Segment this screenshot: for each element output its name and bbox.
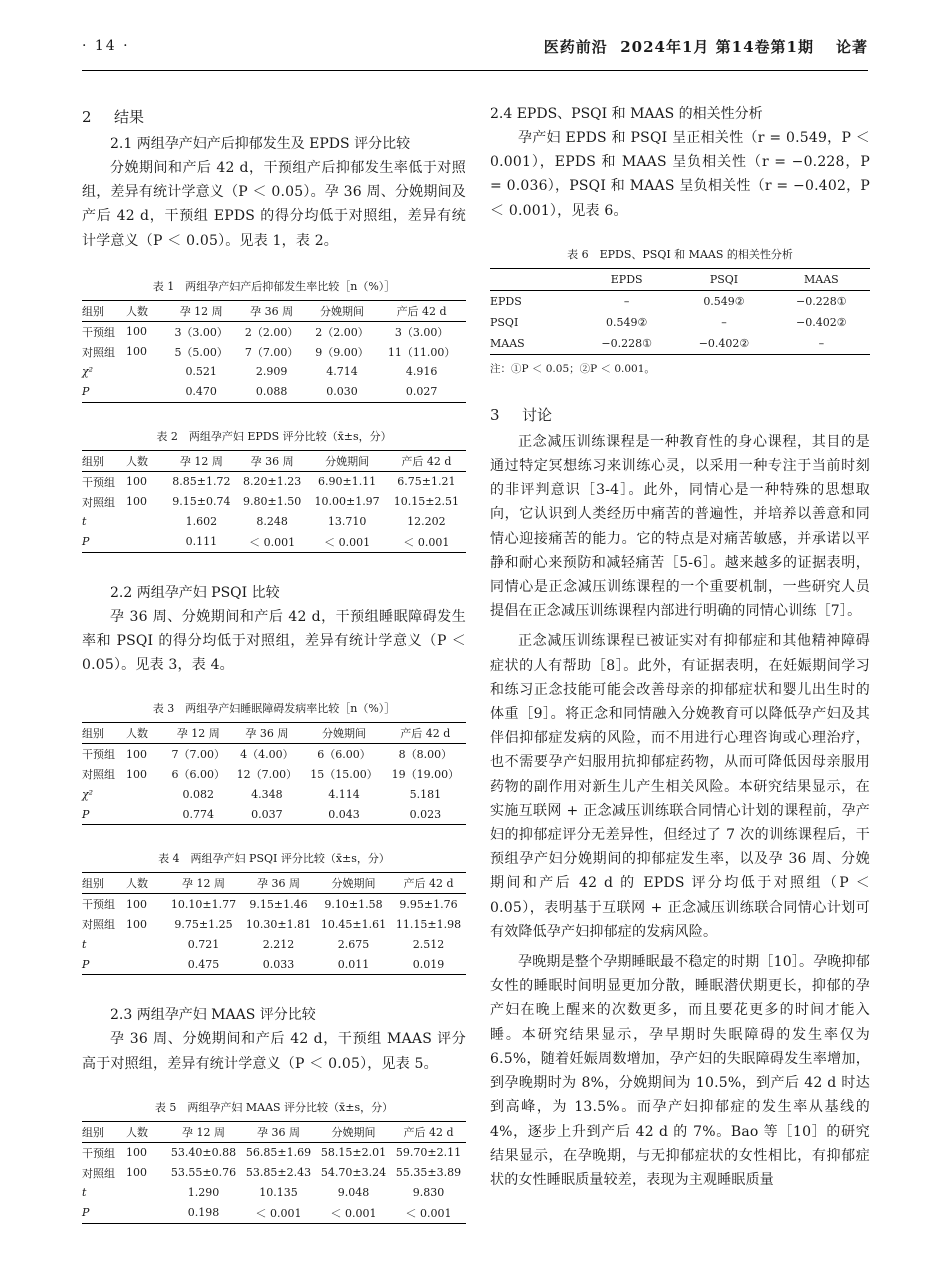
table-cell: MAAS — [490, 333, 578, 355]
table-row — [82, 954, 466, 975]
table-row — [490, 312, 870, 333]
table-header-cell: 人数 — [126, 723, 166, 744]
table-cell: 0.082 — [182, 787, 214, 801]
table-cell: 0.088 — [236, 382, 306, 403]
section-heading-discussion — [490, 402, 870, 428]
table-cell — [126, 1203, 166, 1224]
table-6 — [490, 268, 870, 355]
table-cell — [126, 382, 166, 403]
table-cell: 100 — [126, 1166, 147, 1180]
table-cell: 100 — [126, 917, 147, 931]
table-cell: 56.85±1.69 — [245, 1146, 312, 1160]
table-cell: −0.402② — [796, 315, 847, 329]
table-cell: 100 — [126, 475, 147, 489]
table-cell: 对照组 — [82, 345, 115, 359]
subsection-2-1-text: 分娩期间和产后 42 d，干预组产后抑郁发生率低于对照组，差异有统计学意义（P ＜ 0.05）。孕 36 周、分娩期间及产后 42 d，干预组 EPDS 的得分均低于对照组，差异有统计学意义（P ＜ 0.05）。见表 1，表 2。 — [82, 160, 466, 249]
table-header-cell: 孕 12 周 — [166, 300, 236, 321]
table-cell: 6.90±1.11 — [317, 475, 377, 489]
table-cell: 8.20±1.23 — [243, 475, 302, 489]
table-cell: 100 — [126, 495, 147, 509]
table-cell: 8.85±1.72 — [172, 475, 231, 489]
table-cell: 55.35±3.89 — [395, 1166, 462, 1180]
table-row — [82, 362, 466, 382]
discussion-paragraph-1: 正念减压训练课程是一种教育性的身心课程，其目的是通过特定冥想练习来训练心灵，以采用一种专注于当前时刻的非评判意识［3-4］。此外，同情心是一种特殊的思想取向，它认识到人类经历中痛苦的普遍性，并培养以善意和同情心迎接痛苦的能力。它的特点是对痛苦敏感，并承诺以平静和耐心来预防和减轻痛苦［5-6］。越来越多的证据表明，同情心是正念减压训练课程的一个重要机制，一些研究人员提倡在正念减压训练课程内部进行明确的同情心训练［7］。 — [490, 433, 870, 620]
table-header-cell: 组别 — [82, 873, 126, 894]
table-header-row — [82, 450, 466, 471]
table-cell: −0.228① — [578, 333, 675, 355]
table-cell: 0.521 — [185, 365, 217, 379]
table-cell: 15（15.00） — [310, 768, 378, 782]
table-cell: −0.402② — [675, 333, 772, 355]
table-header-cell: 孕 12 周 — [166, 1121, 241, 1142]
table-cell: 53.55±0.76 — [170, 1166, 237, 1180]
table-3-caption: 表 3 两组孕产妇睡眠障碍发病率比较［n（%）］ — [152, 702, 396, 716]
table-cell: P — [82, 1203, 126, 1224]
table-header-cell: 分娩期间 — [316, 1121, 391, 1142]
table-cell: P — [82, 532, 126, 553]
discussion-paragraph-2: 正念减压训练课程已被证实对有抑郁症和其他精神障碍症状的人有帮助［8］。此外，有证据表明，在妊娠期间学习和练习正念技能可能会改善母亲的抑郁症状和婴儿出生时的体重［9］。将正念和同情融入分娩教育可以降低孕产妇及其伴侣抑郁症发病的风险，而不用进行心理咨询或心理治疗，也不需要孕产妇服用抗抑郁症药物，从而可降低因母亲服用药物的副作用对新生儿产生相关风险。本研究结果显示，在实施互联网 + 正念减压训练联合同情心计划的课程前，孕产妇的抑郁症评分无差异性，但经过了 7 次的训练课程后，干预组孕产妇分娩期间的抑郁症发生率，以及孕 36 周、分娩期间和产后 42 d 的 EPDS 评分均低于对照组（P ＜ 0.05），表明基于互联网 + 正念减压训练联合同情心计划可有效降低孕产妇抑郁症的发病风险。 — [490, 633, 870, 940]
table-cell: 0.774 — [166, 804, 230, 825]
table-header-cell: 组别 — [82, 1121, 126, 1142]
table-header-cell: 产后 42 d — [385, 723, 466, 744]
table-row — [82, 1203, 466, 1224]
table-header-row — [82, 1121, 466, 1142]
subsection-2-2-text: 孕 36 周、分娩期间和产后 42 d，干预组睡眠障碍发生率和 PSQI 的得分均低于对照组，差异有统计学意义（P ＜ 0.05）。见表 3，表 4。 — [82, 608, 466, 674]
table-cell: t — [82, 937, 87, 951]
table-header-cell: 分娩期间 — [303, 723, 384, 744]
subsection-2-3-text: 孕 36 周、分娩期间和产后 42 d，干预组 MAAS 评分高于对照组，差异有统计学意义（P ＜ 0.05），见表 5。 — [82, 1031, 466, 1072]
table-header-cell: 人数 — [126, 300, 166, 321]
table-cell: 9.10±1.58 — [324, 897, 383, 911]
table-cell: 19（19.00） — [391, 768, 460, 782]
table-header-cell: 人数 — [126, 1121, 166, 1142]
table-header-row — [82, 300, 466, 321]
page-number: · 14 · — [82, 38, 130, 54]
table-cell — [126, 532, 166, 553]
table-cell: 9.15±1.46 — [249, 897, 308, 911]
table-cell: 0.549② — [605, 315, 648, 329]
table-header-cell: 分娩期间 — [307, 450, 386, 471]
table-cell: 干预组 — [82, 325, 115, 339]
table-row — [82, 321, 466, 342]
table-cell: ＜ 0.001 — [316, 1203, 391, 1224]
table-row — [82, 1142, 466, 1163]
table-cell — [126, 362, 166, 382]
table-row — [490, 333, 870, 355]
table-cell: 53.40±0.88 — [170, 1146, 237, 1160]
table-cell: 5.181 — [409, 787, 442, 801]
table-header-cell: 产后 42 d — [391, 873, 466, 894]
section-heading-results — [82, 104, 466, 130]
table-header-cell: 孕 36 周 — [241, 1121, 316, 1142]
header-rule — [82, 70, 868, 71]
table-cell: 100 — [126, 767, 147, 781]
table-header-cell: 组别 — [82, 450, 126, 471]
table-cell: 58.15±2.01 — [320, 1146, 387, 1160]
table-cell: 0.198 — [166, 1203, 241, 1224]
section-number: 3 — [490, 405, 500, 424]
table-cell: χ² — [82, 365, 94, 379]
table-row — [82, 1183, 466, 1203]
table-row — [82, 1163, 466, 1183]
table-4 — [82, 872, 466, 975]
table-row — [82, 532, 466, 553]
table-cell: 0.027 — [377, 382, 466, 403]
table-cell: 4（4.00） — [240, 748, 294, 762]
table-cell: 100 — [126, 345, 147, 359]
table-cell: 12.202 — [407, 515, 446, 529]
table-cell: 干预组 — [82, 898, 115, 912]
table-cell: 4.114 — [328, 787, 360, 801]
table-cell: 干预组 — [82, 1146, 115, 1160]
section-title: 讨论 — [522, 405, 553, 424]
article-category: 论著 — [835, 38, 868, 56]
table-cell: 4.348 — [251, 787, 283, 801]
table-cell: 2（2.00） — [315, 325, 369, 339]
table-cell: 对照组 — [82, 918, 115, 932]
table-cell: 0.111 — [166, 532, 237, 553]
table-header-cell: 分娩期间 — [316, 873, 391, 894]
table-header-cell: 孕 12 周 — [166, 450, 237, 471]
table-cell: 3（3.00） — [394, 325, 449, 339]
table-cell: 59.70±2.11 — [395, 1146, 462, 1160]
table-header-cell: 孕 36 周 — [237, 450, 308, 471]
table-cell: 0.011 — [316, 954, 391, 975]
table-cell — [126, 954, 166, 975]
table-cell: 100 — [126, 1146, 147, 1160]
table-cell: 10.00±1.97 — [314, 495, 380, 509]
table-header-cell: 孕 12 周 — [166, 723, 230, 744]
table-row — [82, 804, 466, 825]
table-cell: 12（7.00） — [236, 768, 298, 782]
table-3 — [82, 722, 466, 825]
table-row — [82, 914, 466, 934]
discussion-paragraph-3: 孕晚期是整个孕期睡眠最不稳定的时期［10］。孕晚抑郁女性的睡眠时间明显更加分散，睡眠潜伏期更长，抑郁的孕产妇在晚上醒来的次数更多，而且要花更多的时间才能入睡。本研究结果显示，孕早期时失眠障碍的发生率仅为 6.5%，随着妊娠周数增加，孕产妇的失眠障碍发生率增加，到孕晚期时为 8%，分娩期间为 10.5%，到产后 42 d 时达到高峰，为 13.5%。而孕产妇抑郁症的发生率从基线的 4%，逐步上升到产后 42 d 的 7%。Bao 等［10］的研究结果显示，在孕晚期，与无抑郁症状的女性相比，有抑郁症状的女性睡眠质量较差，表现为主观睡眠质量 — [490, 954, 871, 1188]
table-cell: 0.030 — [307, 382, 377, 403]
table-header-cell: 孕 36 周 — [230, 723, 303, 744]
table-cell: – — [721, 315, 727, 329]
table-cell: 对照组 — [82, 1166, 115, 1180]
table-cell: 7（7.00） — [244, 345, 299, 359]
table-cell: 10.10±1.77 — [170, 897, 237, 911]
table-cell: 54.70±3.24 — [320, 1166, 387, 1180]
table-cell: 0.019 — [391, 954, 466, 975]
table-cell — [126, 784, 166, 804]
subsection-2-3-title: 2.3 两组孕产妇 MAAS 评分比较 — [110, 1007, 316, 1024]
table-cell: 0.033 — [241, 954, 316, 975]
table-cell: χ² — [82, 787, 94, 801]
table-cell: 4.714 — [326, 365, 358, 379]
table-cell: 5（5.00） — [174, 345, 228, 359]
table-cell: 10.15±2.51 — [393, 495, 459, 509]
table-cell: 干预组 — [82, 748, 115, 762]
table-cell: 7（7.00） — [171, 748, 225, 762]
table-header-cell: 组别 — [82, 723, 126, 744]
table-2-caption: 表 2 两组孕产妇 EPDS 评分比较（x̄±s，分） — [156, 429, 392, 443]
table-cell: 干预组 — [82, 475, 115, 489]
table-cell: ＜ 0.001 — [237, 532, 308, 553]
table-cell: 9.15±0.74 — [172, 495, 231, 509]
table-header-cell: 孕 36 周 — [241, 873, 316, 894]
table-1 — [82, 300, 466, 403]
table-2 — [82, 450, 466, 553]
table-1-caption: 表 1 两组孕产妇产后抑郁发生率比较［n（%）］ — [152, 279, 396, 293]
table-header-cell: 分娩期间 — [307, 300, 377, 321]
table-row — [82, 471, 466, 492]
table-cell: 0.721 — [187, 937, 220, 951]
table-cell: 2.675 — [337, 937, 370, 951]
table-cell: P — [82, 954, 126, 975]
table-6-note: 注：①P ＜ 0.05；②P ＜ 0.001。 — [490, 362, 655, 375]
table-6-caption: 表 6 EPDS、PSQI 和 MAAS 的相关性分析 — [567, 247, 793, 261]
table-cell — [126, 934, 166, 954]
table-cell: t — [82, 1186, 87, 1200]
table-cell: ＜ 0.001 — [307, 532, 386, 553]
table-cell: 9.830 — [412, 1186, 445, 1200]
table-header-cell: PSQI — [675, 268, 772, 290]
table-row — [82, 382, 466, 403]
table-cell: −0.228① — [796, 294, 847, 308]
table-header-row — [82, 723, 466, 744]
table-cell: 0.043 — [303, 804, 384, 825]
table-header-cell: 产后 42 d — [377, 300, 466, 321]
table-cell: P — [82, 382, 126, 403]
subsection-2-4-text: 孕产妇 EPDS 和 PSQI 呈正相关性（r = 0.549，P ＜ 0.001），EPDS 和 MAAS 呈负相关性（r = −0.228，P = 0.036），PSQI 和 MAAS 呈负相关性（r = −0.402，P ＜ 0.001），见表 6。 — [490, 130, 870, 219]
table-header-cell — [490, 268, 578, 290]
table-5 — [82, 1121, 466, 1224]
table-header-cell: EPDS — [578, 268, 675, 290]
subsection-2-4-title: 2.4 EPDS、PSQI 和 MAAS 的相关性分析 — [490, 106, 763, 122]
table-cell: 11.15±1.98 — [395, 917, 462, 931]
table-cell: 11（11.00） — [387, 345, 456, 359]
table-cell: 13.710 — [327, 515, 367, 529]
table-cell: 10.135 — [259, 1186, 298, 1200]
table-cell: 1.290 — [187, 1186, 220, 1200]
table-cell: 9.048 — [337, 1186, 370, 1200]
table-cell: P — [82, 804, 126, 825]
table-row — [82, 512, 466, 532]
section-title: 结果 — [114, 108, 145, 126]
table-cell: 9.80±1.50 — [243, 495, 302, 509]
subsection-2-2-title: 2.2 两组孕产妇 PSQI 比较 — [110, 584, 280, 601]
table-cell: t — [82, 515, 87, 529]
table-cell: 2.212 — [262, 937, 295, 951]
table-cell: 3（3.00） — [174, 325, 228, 339]
table-header-cell: MAAS — [773, 268, 870, 290]
table-cell: 2（2.00） — [244, 325, 299, 339]
subsection-2-1-title: 2.1 两组孕产妇产后抑郁发生及 EPDS 评分比较 — [110, 136, 411, 152]
table-cell: EPDS — [490, 294, 522, 308]
table-cell: 0.037 — [230, 804, 303, 825]
table-header-row — [82, 873, 466, 894]
table-cell: 1.602 — [185, 515, 218, 529]
section-number: 2 — [82, 108, 92, 126]
table-cell: – — [773, 333, 870, 355]
table-row — [82, 894, 466, 915]
table-cell: 对照组 — [82, 768, 115, 782]
table-cell: 10.30±1.81 — [245, 917, 312, 931]
table-header-cell: 组别 — [82, 300, 126, 321]
table-cell: 8.248 — [256, 515, 288, 529]
table-cell: 0.475 — [166, 954, 241, 975]
table-cell — [126, 1183, 166, 1203]
table-cell: ＜ 0.001 — [391, 1203, 466, 1224]
table-4-caption: 表 4 两组孕产妇 PSQI 评分比较（x̄±s，分） — [158, 852, 390, 866]
table-row — [82, 764, 466, 784]
table-cell: ＜ 0.001 — [241, 1203, 316, 1224]
table-cell: 6（6.00） — [171, 768, 225, 782]
table-cell: 9.75±1.25 — [174, 917, 233, 931]
table-cell: – — [623, 294, 630, 308]
table-header-row — [490, 268, 870, 290]
table-cell: 对照组 — [82, 495, 115, 509]
table-cell: 100 — [126, 325, 147, 339]
table-cell — [126, 512, 166, 532]
journal-name: 医药前沿 — [543, 38, 608, 56]
table-cell: 6.75±1.21 — [397, 475, 456, 489]
table-cell: 9（9.00） — [315, 345, 369, 359]
table-row — [82, 492, 466, 512]
table-cell: 8（8.00） — [398, 748, 453, 762]
table-row — [82, 784, 466, 804]
right-column — [490, 102, 870, 1192]
table-header-cell: 孕 36 周 — [236, 300, 306, 321]
table-cell: PSQI — [490, 315, 519, 329]
table-row — [82, 744, 466, 765]
table-header-cell: 产后 42 d — [387, 450, 466, 471]
table-row — [490, 290, 870, 312]
table-cell: 10.45±1.61 — [320, 917, 387, 931]
table-cell: 4.916 — [405, 365, 438, 379]
table-cell: 100 — [126, 747, 147, 761]
table-cell: 6（6.00） — [317, 748, 371, 762]
table-header-cell: 人数 — [126, 450, 166, 471]
table-header-cell: 产后 42 d — [391, 1121, 466, 1142]
table-cell — [126, 804, 166, 825]
left-column — [82, 102, 466, 1224]
table-cell: 2.512 — [412, 937, 445, 951]
table-cell: 53.85±2.43 — [245, 1166, 312, 1180]
table-cell: ＜ 0.001 — [387, 532, 466, 553]
table-row — [82, 342, 466, 362]
table-cell: 2.909 — [255, 365, 288, 379]
table-cell: 0.549② — [703, 294, 745, 308]
table-cell: 0.470 — [166, 382, 236, 403]
table-5-caption: 表 5 两组孕产妇 MAAS 评分比较（x̄±s，分） — [154, 1100, 394, 1114]
table-cell: 9.95±1.76 — [399, 897, 458, 911]
table-row — [82, 934, 466, 954]
table-header-cell: 孕 12 周 — [166, 873, 241, 894]
table-cell: 0.023 — [385, 804, 466, 825]
journal-info — [544, 36, 868, 57]
journal-issue: 2024年1月 第14卷第1期 — [620, 38, 814, 56]
table-header-cell: 人数 — [126, 873, 166, 894]
table-cell: 100 — [126, 897, 147, 911]
